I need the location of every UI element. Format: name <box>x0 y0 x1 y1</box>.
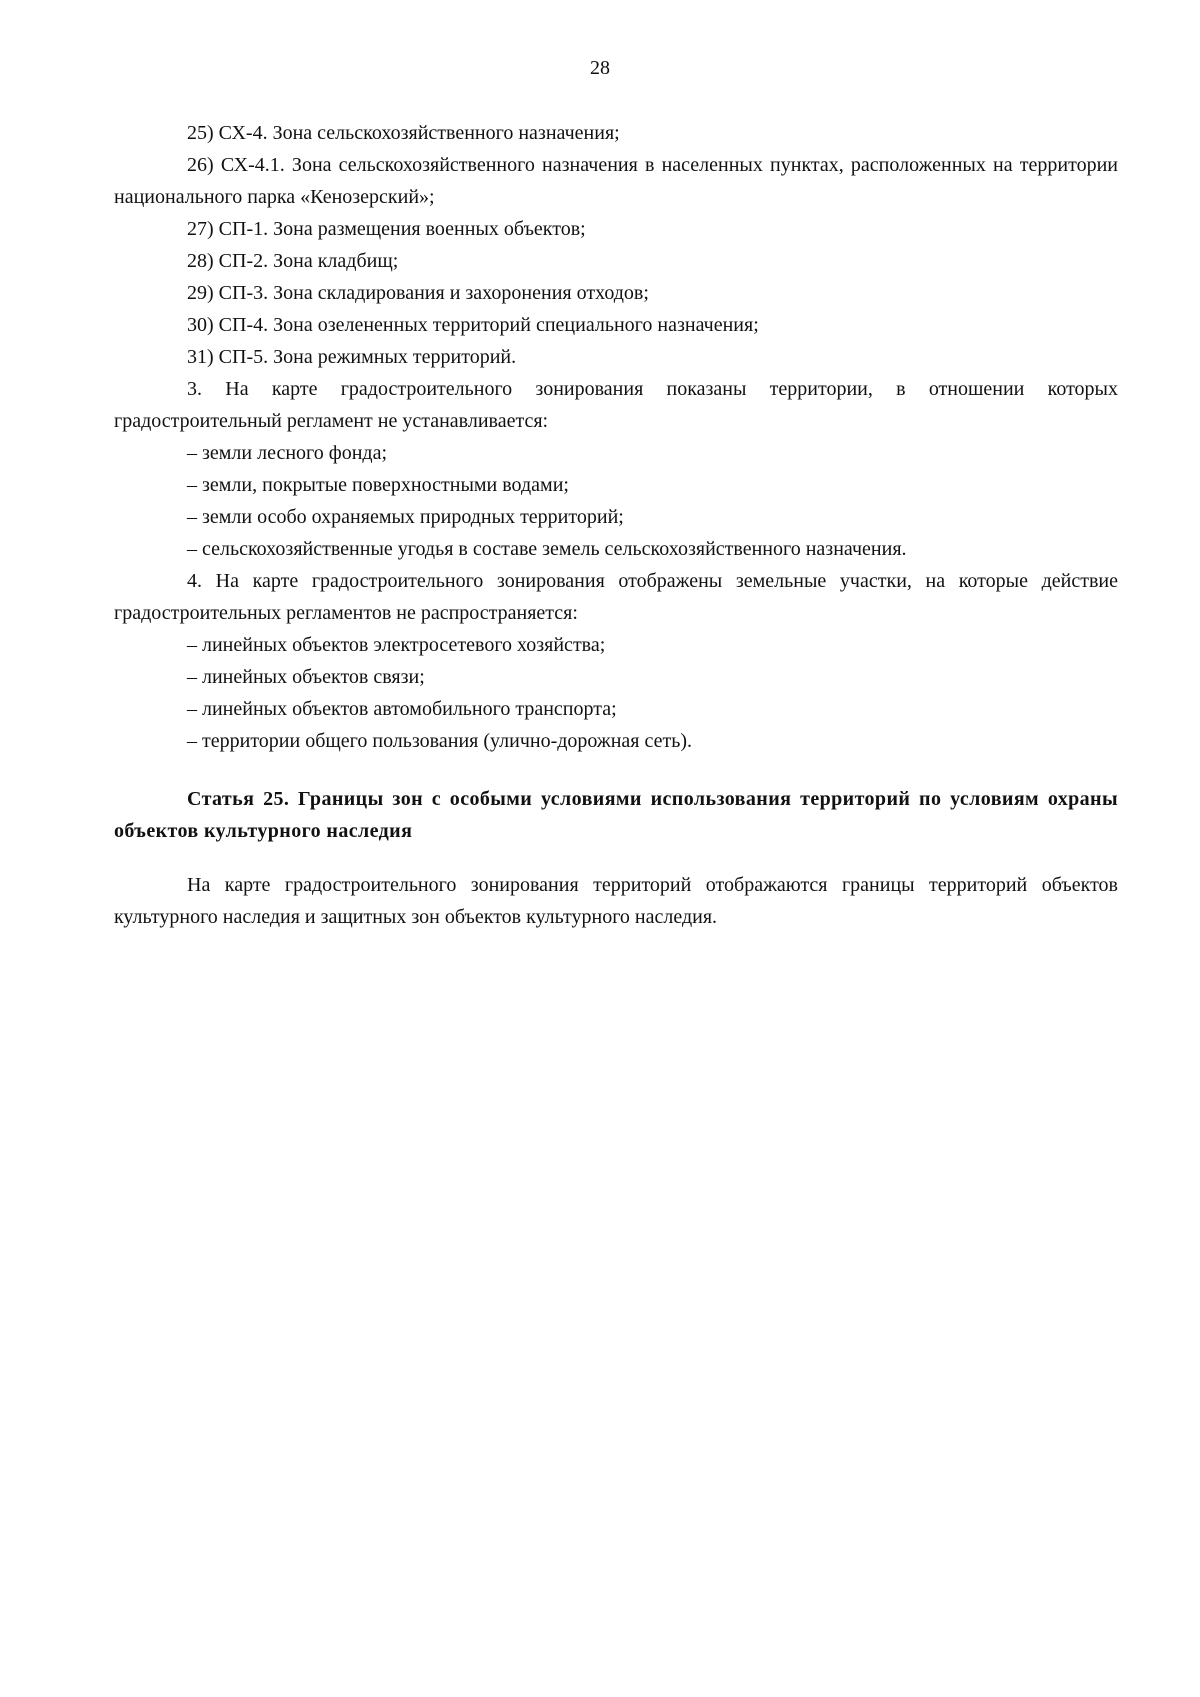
section-4-intro: 4. На карте градостроительного зонирования отображены земельные участки, на которые действие градостроительных регламентов не распространяется: <box>114 570 1118 624</box>
list-item-zone-29: 29) СП-3. Зона складирования и захоронения отходов; <box>187 282 649 304</box>
section-3-item-protected: – земли особо охраняемых природных территорий; <box>187 506 624 528</box>
article-25-heading: Статья 25. Границы зон с особыми условиями использования территорий по условиям охраны объектов культурного наследия <box>114 788 1118 842</box>
section-3-intro: 3. На карте градостроительного зонирования показаны территории, в отношении которых градостроительный регламент не устанавливается: <box>114 378 1118 432</box>
page-number: 28 <box>590 57 610 79</box>
article-25-text: На карте градостроительного зонирования территорий отображаются границы территорий объектов культурного наследия и защитных зон объектов культурного наследия. <box>114 874 1118 928</box>
section-4-item-road-transport: – линейных объектов автомобильного транспорта; <box>187 698 617 720</box>
section-3-item-water: – земли, покрытые поверхностными водами; <box>187 474 569 496</box>
section-4-item-power: – линейных объектов электросетевого хозяйства; <box>187 634 606 656</box>
list-item-zone-25: 25) СХ-4. Зона сельскохозяйственного назначения; <box>187 122 620 144</box>
list-item-zone-28: 28) СП-2. Зона кладбищ; <box>187 250 399 272</box>
section-4-item-public-territory: – территории общего пользования (улично-дорожная сеть). <box>187 730 693 752</box>
list-item-zone-26: 26) СХ-4.1. Зона сельскохозяйственного назначения в населенных пунктах, расположенных на территории национального парка «Кенозерский»; <box>114 154 1118 208</box>
list-item-zone-27: 27) СП-1. Зона размещения военных объектов; <box>187 218 586 240</box>
list-item-zone-31: 31) СП-5. Зона режимных территорий. <box>187 346 517 368</box>
section-4-item-communication: – линейных объектов связи; <box>187 666 425 688</box>
section-3-item-forest: – земли лесного фонда; <box>187 442 388 464</box>
list-item-zone-30: 30) СП-4. Зона озелененных территорий специального назначения; <box>187 314 759 336</box>
document-body <box>114 117 1118 933</box>
section-3-item-agricultural: – сельскохозяйственные угодья в составе земель сельскохозяйственного назначения. <box>187 538 907 560</box>
